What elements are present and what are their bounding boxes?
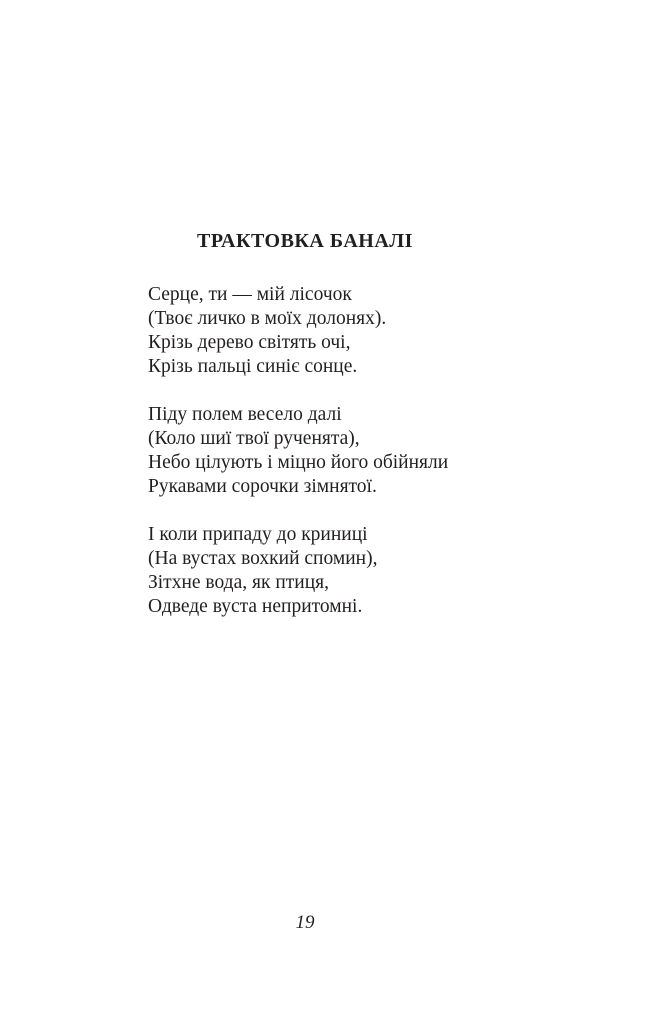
poem-line: Крізь дерево світять очі, bbox=[148, 332, 351, 353]
poem-body bbox=[148, 283, 448, 643]
stanza-3 bbox=[148, 523, 448, 619]
poem-line: (Твоє личко в моїх долонях). bbox=[148, 308, 387, 329]
page-number: 19 bbox=[295, 912, 315, 933]
poem-line: Зітхне вода, як птиця, bbox=[148, 572, 330, 593]
stanza-1 bbox=[148, 283, 448, 379]
poem-line: Піду полем весело далі bbox=[148, 404, 342, 425]
poem-line: І коли припаду до криниці bbox=[148, 524, 368, 545]
poem-line: Рукавами сорочки зімнятої. bbox=[148, 476, 377, 497]
poem-line: Небо цілують і міцно його обійняли bbox=[148, 452, 449, 473]
stanza-2 bbox=[148, 403, 448, 499]
poem-title: ТРАКТОВКА БАНАЛІ bbox=[197, 230, 413, 252]
poem-line: Одведе вуста непритомні. bbox=[148, 596, 363, 617]
poem-line: Крізь пальці синіє сонце. bbox=[148, 356, 358, 377]
poem-line: (Коло шиї твої рученята), bbox=[148, 428, 360, 449]
poem-line: (На вустах вохкий спомин), bbox=[148, 548, 378, 569]
poem-line: Серце, ти — мій лісочок bbox=[148, 284, 352, 305]
